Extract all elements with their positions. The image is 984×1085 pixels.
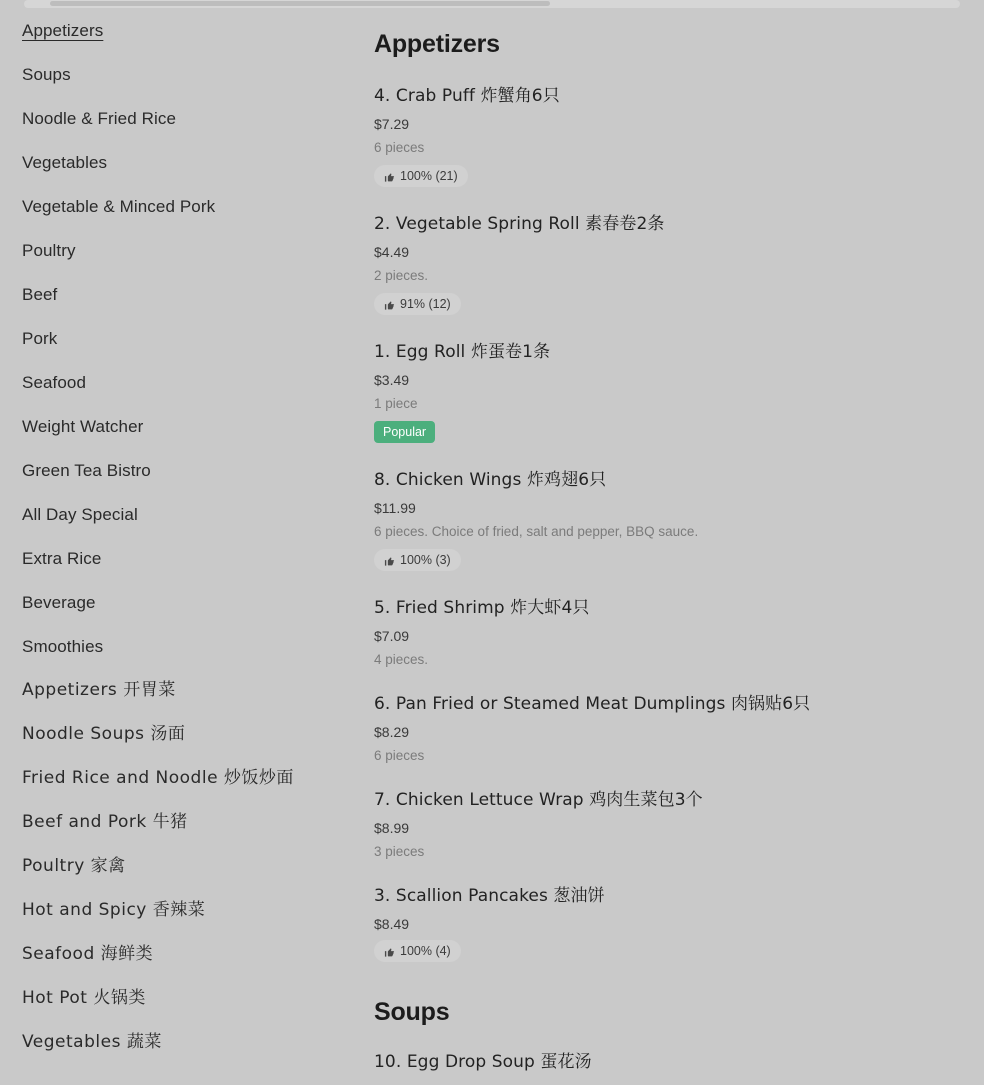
menu-item[interactable] xyxy=(374,593,974,667)
sidebar-item-all-day-special[interactable]: All Day Special xyxy=(22,505,138,524)
item-name: 8. Chicken Wings 炸鸡翅6只 xyxy=(374,470,607,490)
sidebar-item-extra-rice[interactable]: Extra Rice xyxy=(22,549,102,568)
item-price: $11.99 xyxy=(374,500,416,516)
menu-item[interactable] xyxy=(374,81,974,187)
rating-badge xyxy=(374,165,468,187)
item-name: 7. Chicken Lettuce Wrap 鸡肉生菜包3个 xyxy=(374,790,703,810)
popular-badge xyxy=(374,421,435,443)
item-description: 3 pieces xyxy=(374,844,425,859)
sidebar-item-noodle-fried-rice[interactable]: Noodle & Fried Rice xyxy=(22,109,177,128)
item-name: 5. Fried Shrimp 炸大虾4只 xyxy=(374,598,590,618)
item-price: $8.29 xyxy=(374,724,410,740)
sidebar-item-beef[interactable]: Beef xyxy=(22,285,58,304)
item-description: 6 pieces xyxy=(374,140,425,155)
sidebar-item-appetizers[interactable]: Appetizers xyxy=(22,21,104,40)
item-name: 3. Scallion Pancakes 葱油饼 xyxy=(374,886,605,906)
rating-badge xyxy=(374,940,461,962)
sidebar-item-beverage[interactable]: Beverage xyxy=(22,593,96,612)
sidebar-item-hot-spicy-cn[interactable]: Hot and Spicy 香辣菜 xyxy=(22,900,206,920)
menu-content xyxy=(374,22,974,1085)
item-description: 4 pieces. xyxy=(374,652,429,667)
sidebar-item-hot-pot-cn[interactable]: Hot Pot 火锅类 xyxy=(22,988,146,1008)
menu-item[interactable] xyxy=(374,209,974,315)
item-description: 6 pieces. Choice of fried, salt and pepper, BBQ sauce. xyxy=(374,524,699,539)
sidebar-item-beef-pork-cn[interactable]: Beef and Pork 牛猪 xyxy=(22,812,188,832)
item-description: 1 piece xyxy=(374,396,418,411)
item-description: 6 pieces xyxy=(374,748,425,763)
section-heading-soups: Soups xyxy=(374,998,450,1026)
rating-badge-text: 100% (4) xyxy=(400,944,451,958)
menu-item[interactable] xyxy=(374,1047,974,1072)
item-price: $7.09 xyxy=(374,628,410,644)
sidebar-item-seafood[interactable]: Seafood xyxy=(22,373,87,392)
sidebar-item-vegetables[interactable]: Vegetables xyxy=(22,153,108,172)
menu-item[interactable] xyxy=(374,465,974,571)
item-price: $7.29 xyxy=(374,116,410,132)
menu-item[interactable] xyxy=(374,337,974,443)
menu-item[interactable] xyxy=(374,881,974,962)
rating-badge-text: 91% (12) xyxy=(400,297,451,311)
sidebar-item-seafood-cn[interactable]: Seafood 海鲜类 xyxy=(22,944,154,964)
item-price: $8.49 xyxy=(374,916,410,932)
sidebar-item-fried-rice-noodle-cn[interactable]: Fried Rice and Noodle 炒饭炒面 xyxy=(22,768,294,788)
horizontal-scrollbar-track[interactable] xyxy=(24,0,960,8)
thumbs-up-icon xyxy=(384,947,395,958)
sidebar-item-noodle-soups-cn[interactable]: Noodle Soups 汤面 xyxy=(22,724,186,744)
menu-item[interactable] xyxy=(374,689,974,763)
sidebar-item-green-tea-bistro[interactable]: Green Tea Bistro xyxy=(22,461,151,480)
category-sidebar xyxy=(0,22,350,1078)
section-heading-appetizers: Appetizers xyxy=(374,30,500,58)
rating-badge xyxy=(374,549,461,571)
sidebar-item-vegetables-cn[interactable]: Vegetables 蔬菜 xyxy=(22,1032,162,1052)
sidebar-item-poultry-cn[interactable]: Poultry 家禽 xyxy=(22,856,126,876)
rating-badge xyxy=(374,293,461,315)
top-scrollbar-area xyxy=(0,0,984,10)
sidebar-item-weight-watcher[interactable]: Weight Watcher xyxy=(22,417,144,436)
item-price: $3.49 xyxy=(374,372,410,388)
sidebar-item-soups[interactable]: Soups xyxy=(22,65,71,84)
item-name: 4. Crab Puff 炸蟹角6只 xyxy=(374,86,560,106)
rating-badge-text: 100% (3) xyxy=(400,553,451,567)
horizontal-scrollbar-thumb[interactable] xyxy=(50,1,550,6)
item-price: $8.99 xyxy=(374,820,410,836)
item-name: 10. Egg Drop Soup 蛋花汤 xyxy=(374,1052,592,1072)
sidebar-item-smoothies[interactable]: Smoothies xyxy=(22,637,104,656)
item-name: 1. Egg Roll 炸蛋卷1条 xyxy=(374,342,551,362)
sidebar-item-pork[interactable]: Pork xyxy=(22,329,58,348)
sidebar-item-vegetable-minced-pork[interactable]: Vegetable & Minced Pork xyxy=(22,197,216,216)
item-description: 2 pieces. xyxy=(374,268,429,283)
thumbs-up-icon xyxy=(384,172,395,183)
sidebar-item-appetizers-cn[interactable]: Appetizers 开胃菜 xyxy=(22,680,176,700)
thumbs-up-icon xyxy=(384,556,395,567)
rating-badge-text: 100% (21) xyxy=(400,169,458,183)
thumbs-up-icon xyxy=(384,300,395,311)
item-name: 6. Pan Fried or Steamed Meat Dumplings 肉锅贴6只 xyxy=(374,694,811,714)
item-price: $4.49 xyxy=(374,244,410,260)
popular-badge-text: Popular xyxy=(383,425,427,439)
sidebar-item-poultry[interactable]: Poultry xyxy=(22,241,76,260)
menu-item[interactable] xyxy=(374,785,974,859)
item-name: 2. Vegetable Spring Roll 素春卷2条 xyxy=(374,214,665,234)
